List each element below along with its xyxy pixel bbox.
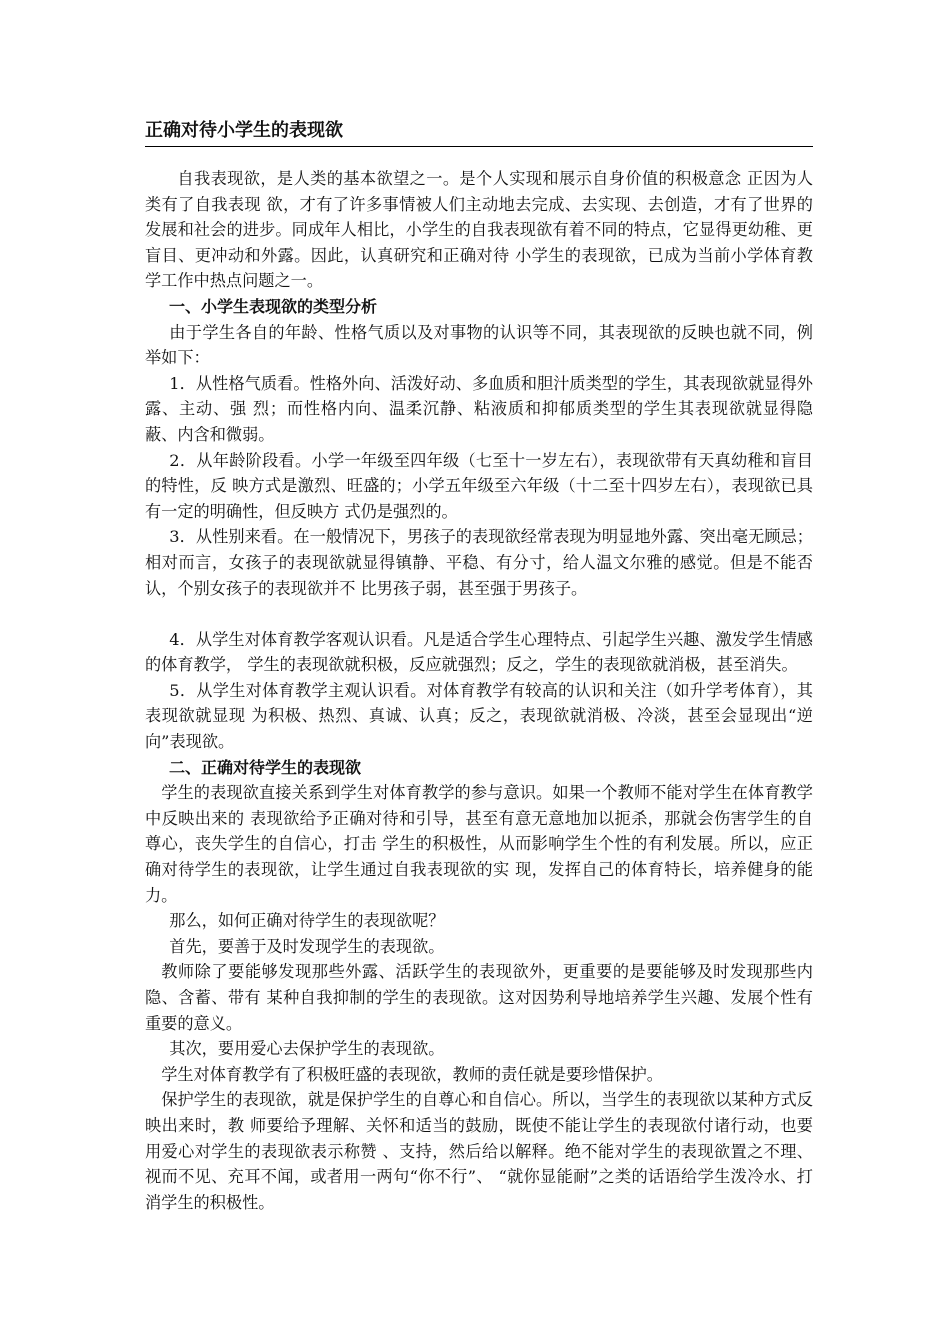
section-1-item-4: 4．从学生对体育教学客观认识看。凡是适合学生心理特点、引起学生兴趣、激发学生情感的体育教学， 学生的表现欲就积极，反应就强烈；反之，学生的表现欲就消极，甚至消失。 <box>145 629 813 675</box>
document-page <box>145 118 813 1215</box>
section-2-paragraph-7: 保护学生的表现欲，就是保护学生的自尊心和自信心。所以，当学生的表现欲以某种方式反映出来时，教 师要给予理解、关怀和适当的鼓励，既使不能让学生的表现欲付诸行动，也要用爱心对学生的表现欲表示称赞 、支持，然后给以解释。绝不能对学生的表现欲置之不理、视而不见、充耳不闻，或者用一两句“你不行”、 “就你显能耐”之类的话语给学生泼冷水、打消学生的积极性。 <box>145 1090 813 1212</box>
section-1-item-1: 1．从性格气质看。性格外向、活泼好动、多血质和胆汁质类型的学生，其表现欲就显得外露、主动、强 烈；而性格内向、温柔沉静、粘液质和抑郁质类型的学生其表现欲就显得隐蔽、内含和微弱。 <box>145 373 813 444</box>
section-1-item-3: 3．从性别来看。在一般情况下，男孩子的表现欲经常表现为明显地外露、突出毫无顾忌；相对而言，女孩子的表现欲就显得镇静、平稳、有分寸，给人温文尔雅的感觉。但是不能否认，个别女孩子的表现欲并不 比男孩子弱，甚至强于男孩子。 <box>145 527 813 598</box>
section-2-paragraph-1: 学生的表现欲直接关系到学生对体育教学的参与意识。如果一个教师不能对学生在体育教学中反映出来的 表现欲给予正确对待和引导，甚至有意无意地加以扼杀，那就会伤害学生的自尊心，丧失学生的自信心，打击 学生的积极性，从而影响学生个性的有利发展。所以，应正确对待学生的表现欲，让学生通过自我表现欲的实 现，发挥自己的体育特长，培养健身的能力。 <box>145 783 813 905</box>
intro-paragraph: 自我表现欲，是人类的基本欲望之一。是个人实现和展示自身价值的积极意念 正因为人类有了自我表现 欲，才有了许多事情被人们主动地去完成、去实现、去创造，才有了世界的发展和社会的进步。同成年人相比，小学生的自我表现欲有着不同的特点，它显得更幼稚、更盲目、更冲动和外露。因此，认真研究和正确对待 小学生的表现欲，已成为当前小学体育教学工作中热点问题之一。 <box>145 169 813 291</box>
section-2-heading: 二、正确对待学生的表现欲 <box>169 757 362 777</box>
blank-line <box>145 601 813 627</box>
section-2-paragraph-6: 学生对体育教学有了积极旺盛的表现欲，教师的责任就是要珍惜保护。 <box>161 1064 663 1084</box>
section-1-item-2: 2．从年龄阶段看。小学一年级至四年级（七至十一岁左右），表现欲带有天真幼稚和盲目的特性，反 映方式是激烈、旺盛的；小学五年级至六年级（十二至十四岁左右），表现欲已具有一定的明确性，但反映方 式仍是强烈的。 <box>145 450 813 521</box>
section-2-paragraph-5: 其次，要用爱心去保护学生的表现欲。 <box>169 1039 445 1059</box>
section-2-paragraph-2: 那么，如何正确对待学生的表现欲呢？ <box>169 911 445 931</box>
section-1-heading: 一、小学生表现欲的类型分析 <box>169 296 378 316</box>
section-1-item-5: 5．从学生对体育教学主观认识看。对体育教学有较高的认识和关注（如升学考体育），其表现欲就显现 为积极、热烈、真诚、认真；反之，表现欲就消极、冷淡，甚至会显现出“逆向”表现欲。 <box>145 680 813 752</box>
section-2-paragraph-3: 首先，要善于及时发现学生的表现欲。 <box>169 936 445 956</box>
section-2-paragraph-4: 教师除了要能够发现那些外露、活跃学生的表现欲外，更重要的是要能够及时发现那些内隐、含蓄、带有 某种自我抑制的学生的表现欲。这对因势利导地培养学生兴趣、发展个性有重要的意义。 <box>145 962 813 1033</box>
document-title: 正确对待小学生的表现欲 <box>145 118 813 147</box>
section-1-lead: 由于学生各自的年龄、性格气质以及对事物的认识等不同，其表现欲的反映也就不同，例举如下： <box>145 322 813 368</box>
